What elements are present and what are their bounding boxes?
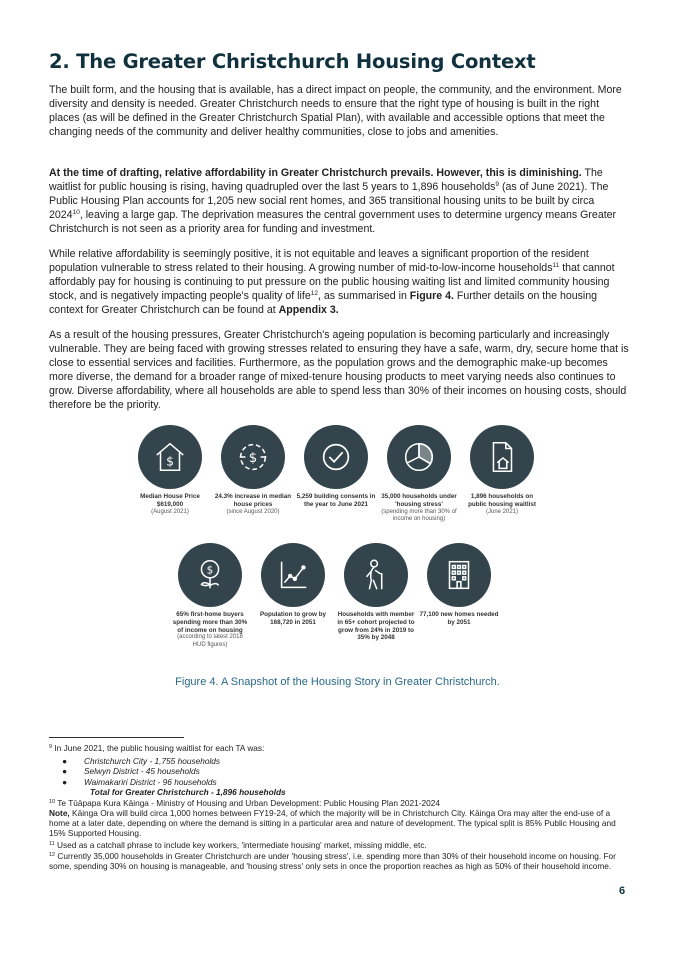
paragraph-2-text: , leaving a large gap. The deprivation measures the central government uses to determine urgency means Greater Christchurch is not seen as a priority area for funding and investment. xyxy=(49,208,617,235)
tile-label: Median House Price $619,000 xyxy=(140,493,200,508)
svg-text:$: $ xyxy=(166,454,174,469)
svg-text:$: $ xyxy=(206,564,214,577)
tile-sublabel: (June 2021) xyxy=(485,508,519,515)
footnote-text: Used as a catchall phrase to include key workers, 'intermediate housing' market, missing middle, etc. xyxy=(54,840,427,850)
list-item xyxy=(62,777,220,787)
bullet-icon: ● xyxy=(62,756,68,766)
footnote-divider xyxy=(49,737,184,738)
tile-new-homes-needed xyxy=(419,543,499,627)
note-label: Note, xyxy=(49,808,70,818)
waitlist-total: Total for Greater Christchurch - 1,896 households xyxy=(90,787,286,797)
checkmark-icon xyxy=(304,425,368,489)
tile-label: Households with member in 65+ cohort projected to grow from 24% in 2019 to 35% by 2048 xyxy=(337,611,415,642)
appendix-reference: Appendix 3. xyxy=(278,303,339,316)
footnote-text: Currently 35,000 households in Greater Christchurch are under 'housing stress', i.e. spending more than 30% of their household income on housing. For some, spending 30% on housing is manageable, and 'housing stress' only sets in once the proportion reaches as high as 50% of their household income. xyxy=(49,851,616,872)
plant-dollar-icon xyxy=(178,543,242,607)
paragraph-2-bold: At the time of drafting, relative affordability in Greater Christchurch prevails. However, this is diminishing. xyxy=(49,167,582,179)
tile-sublabel: (since August 2020) xyxy=(226,508,280,515)
apartment-building-icon xyxy=(427,543,491,607)
tile-sublabel: (spending more than 30% of income on housing) xyxy=(381,508,457,522)
tile-label: Population to grow by 168,720 in 2051 xyxy=(259,611,327,626)
waitlist-by-ta-list xyxy=(62,756,220,787)
bullet-icon: ● xyxy=(62,776,68,787)
svg-text:$: $ xyxy=(248,450,258,466)
tile-ageing-households xyxy=(336,543,416,642)
pie-chart-icon xyxy=(387,425,451,489)
tile-population-growth xyxy=(253,543,333,627)
footnote-ref-12: 12 xyxy=(310,289,318,297)
footnote-number: 12 xyxy=(49,852,56,858)
list-item xyxy=(62,766,220,776)
list-item xyxy=(62,756,220,766)
paragraph-2 xyxy=(49,167,629,237)
list-item-text: Selwyn District - 45 households xyxy=(84,766,200,777)
paragraph-3-text: , as summarised in xyxy=(317,289,410,302)
tile-median-house-price xyxy=(130,425,210,516)
footnote-number: 9 xyxy=(49,744,53,750)
document-house-icon xyxy=(470,425,534,489)
paragraph-1: The built form, and the housing that is available, has a direct impact on people, the community, and the environment. More diversity and density is needed. Greater Christchurch needs to ensure that the right type of housing is built in the right places (as will be defined in the Greater Christchurch Spatial Plan), with available and accessible options that meet the changing needs of the community and deliver healthy communities, close to jobs and amenities. xyxy=(49,84,622,138)
figure-caption: Figure 4. A Snapshot of the Housing Story in Greater Christchurch. xyxy=(175,676,500,688)
footnote-text: Te Tūāpapa Kura Kāinga - Ministry of Housing and Urban Development: Public Housing Plan 2021-2024 xyxy=(55,798,440,808)
footnote-11 xyxy=(49,840,629,850)
tile-label: 24.3% increase in median house prices xyxy=(214,493,292,508)
footnote-10 xyxy=(49,798,629,808)
tile-label: 5,259 building consents in the year to June 2021 xyxy=(296,493,376,508)
tile-housing-stress xyxy=(379,425,459,523)
paragraph-3-text: While relative affordability is seemingly positive, it is not equitable and leaves a significant proportion of the resident population vulnerable to stress related to their housing. A growing number of mid-to-low-income households xyxy=(49,248,589,274)
paragraph-3 xyxy=(49,248,629,318)
paragraph-2-text: (as of June 2021). The Public Housing Plan accounts for 1,205 new social rent homes, and 365 transitional housing units to be built by circa 2024 xyxy=(49,180,609,221)
tile-label: 35,000 households under 'housing stress' xyxy=(381,493,457,508)
paragraph-4: As a result of the housing pressures, Greater Christchurch's ageing population is becoming particularly and increasingly vulnerable. They are being faced with growing stresses related to ensuring they have a safe, warm, dry, secure home that is close to essential services and facilities. Furthermore, as the population grows and the demographic make-up becomes more diverse, the demand for a broader range of mixed-tenure housing products to meet varying needs also continues to grow. Diverse affordability, where all households are able to spend less than 30% of their incomes on housing costs, should therefore be the priority. xyxy=(49,329,629,411)
list-item-text: Christchurch City - 1,755 households xyxy=(84,756,221,766)
tile-sublabel: (according to latest 2018 HUD figures) xyxy=(177,634,243,648)
tile-building-consents xyxy=(296,425,376,509)
footnote-ref-9: 9 xyxy=(495,180,500,188)
housing-snapshot-infographic xyxy=(120,425,560,665)
line-chart-icon xyxy=(261,543,325,607)
tile-public-housing-waitlist xyxy=(462,425,542,516)
dollar-arrow-icon xyxy=(221,425,285,489)
footnote-ref-11: 11 xyxy=(552,261,560,269)
paragraph-3-text: that cannot affordably pay for housing is continuing to put pressure on the public housing waiting list and limited community housing stock, and is negatively impacting people's quality of life xyxy=(49,261,615,302)
footnote-9 xyxy=(49,743,629,753)
footnote-text: Kāinga Ora will build circa 1,000 homes between FY19-24, of which the majority will be in Christchurch City. Kāinga Ora may alter the end-use of a home at a later date, depending on where the demand is sitting in a particular area and nature of development. The typical split is 85% Public Housing and 15% Supported Housing. xyxy=(49,808,616,839)
tile-first-home-buyers xyxy=(170,543,250,649)
figure-reference: Figure 4. xyxy=(409,289,454,302)
house-dollar-icon xyxy=(138,425,202,489)
section-heading: 2. The Greater Christchurch Housing Context xyxy=(49,50,536,73)
footnote-ref-10: 10 xyxy=(72,208,80,216)
footnote-number: 11 xyxy=(49,841,55,847)
paragraph-3-text: Further details on the housing context for Greater Christchurch can be found at xyxy=(49,289,598,316)
footnote-number: 10 xyxy=(49,799,56,805)
elderly-person-icon xyxy=(344,543,408,607)
footnote-note xyxy=(49,808,629,839)
page-number: 6 xyxy=(619,885,626,897)
tile-price-increase xyxy=(213,425,293,516)
tile-label: 1,896 households on public housing waitlist xyxy=(468,493,536,508)
tile-label: 65% first-home buyers spending more than 30% of income on housing xyxy=(172,611,248,634)
paragraph-2-text: The waitlist for public housing is rising, having quadrupled over the last 5 years to 1,896 households xyxy=(49,167,603,193)
list-item-text: Waimakariri District - 96 households xyxy=(84,776,217,787)
tile-label: 77,100 new homes needed by 2051 xyxy=(419,611,499,626)
footnote-12 xyxy=(49,851,629,871)
tile-sublabel: (August 2021) xyxy=(151,508,189,515)
bullet-icon: ● xyxy=(62,766,68,777)
footnote-text: In June 2021, the public housing waitlist for each TA was: xyxy=(52,743,265,753)
